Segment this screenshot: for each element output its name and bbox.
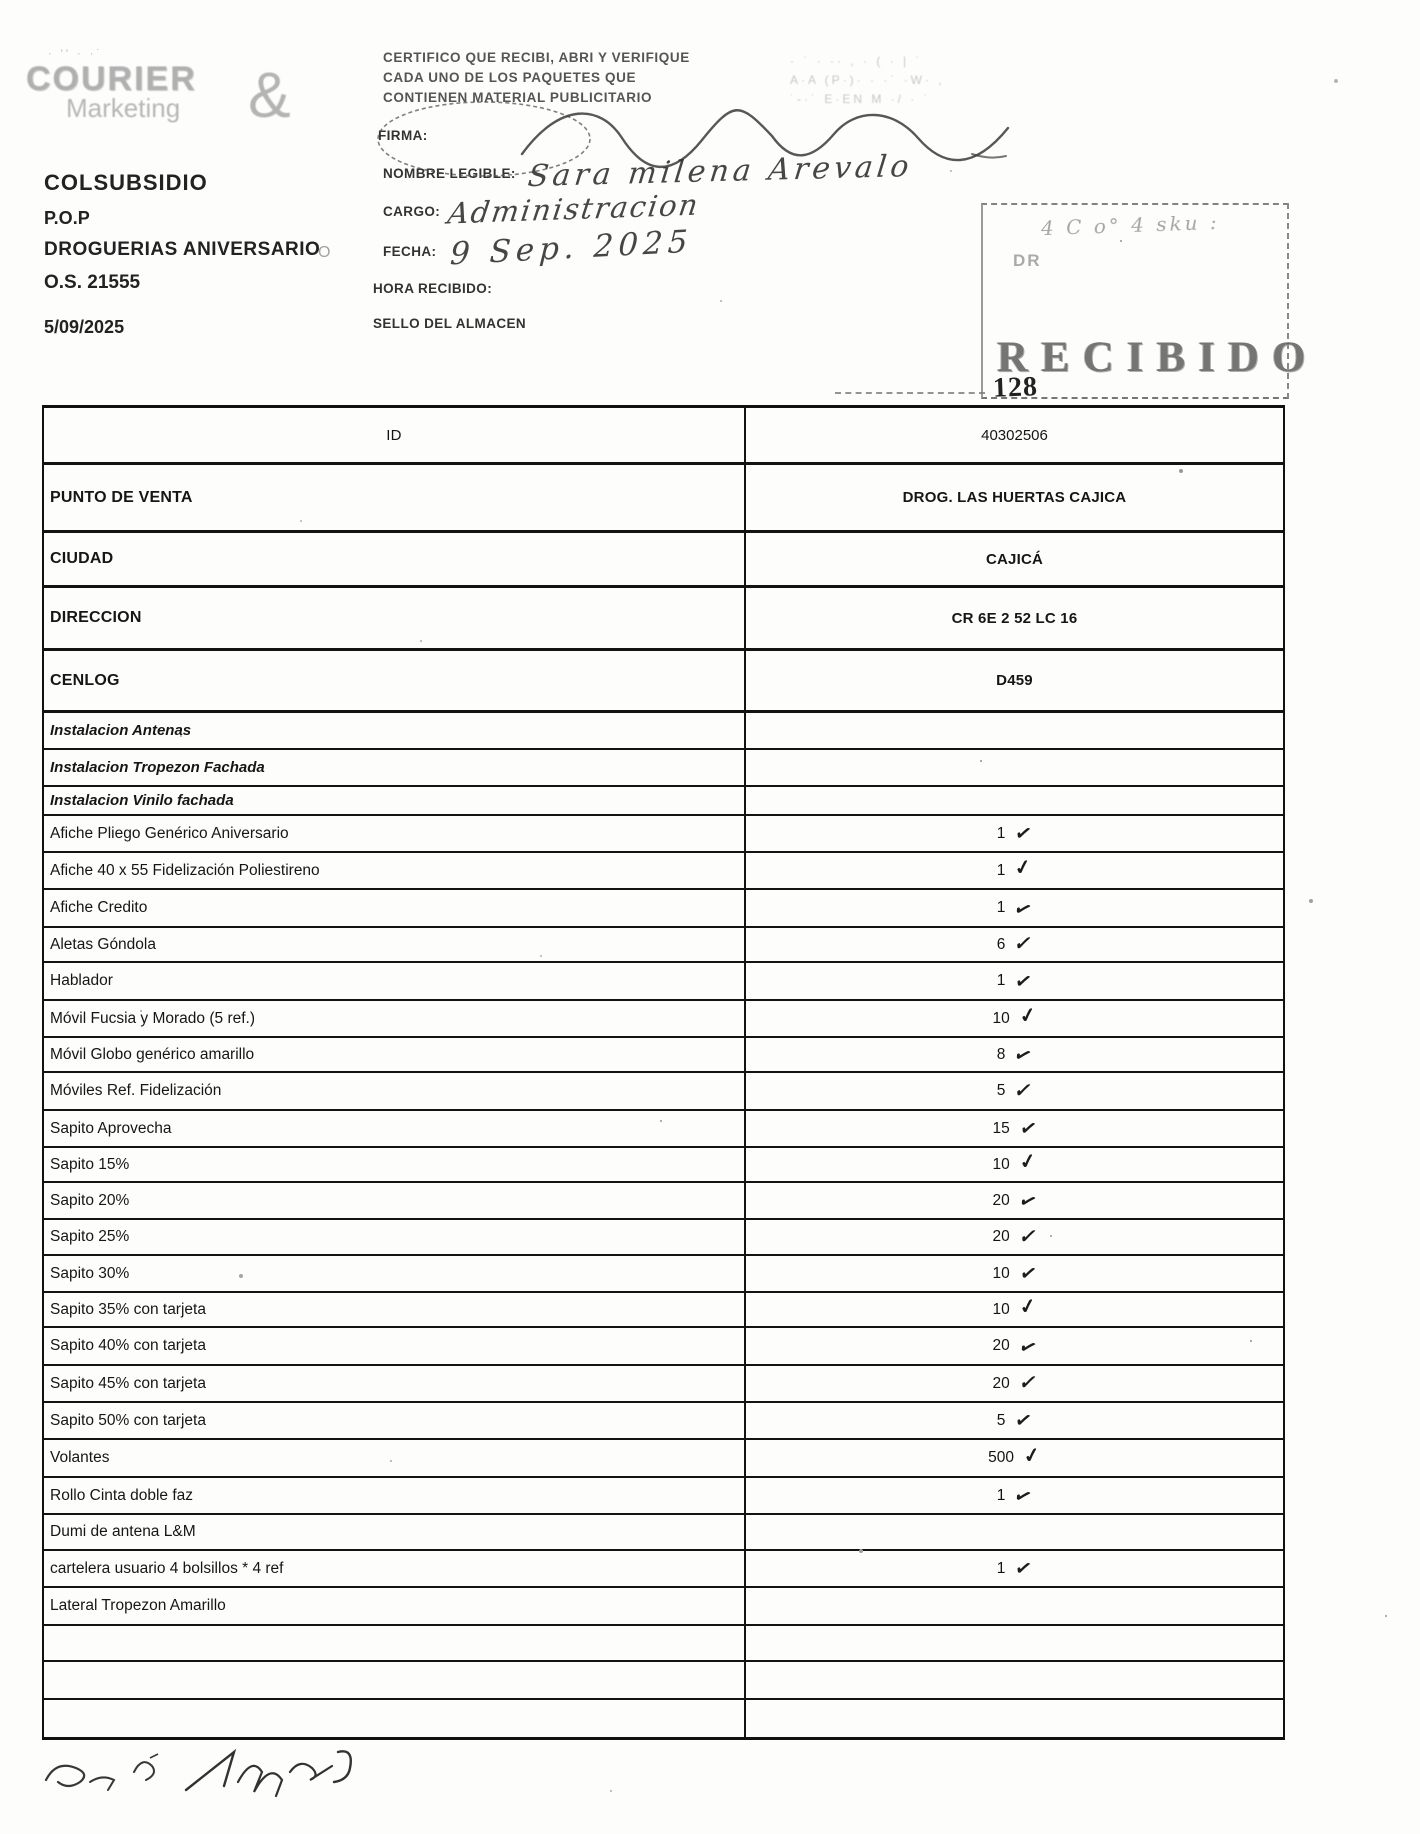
quantity-value: 10: [992, 1264, 1010, 1282]
faint-right-text: [790, 52, 1210, 109]
row-label-cell: [44, 1256, 746, 1291]
quantity-value: 20: [992, 1374, 1010, 1392]
row-label: Afiche Credito: [50, 899, 148, 916]
checkmark-icon: ✓: [1012, 1079, 1035, 1102]
checkmark-icon: ✓: [1013, 855, 1034, 881]
row-label: CIUDAD: [50, 550, 114, 567]
table-row: [44, 1588, 1283, 1626]
quantity-value: 500: [988, 1449, 1015, 1466]
quantity-value: 10: [992, 1300, 1010, 1318]
row-label: CENLOG: [50, 671, 120, 689]
nombre-legible-label: NOMBRE LEGIBLE:: [383, 166, 516, 181]
table-row: [44, 533, 1283, 588]
table-row: [44, 588, 1283, 651]
row-label: Sapito 45% con tarjeta: [50, 1374, 206, 1392]
row-label: Dumi de antena L&M: [50, 1523, 196, 1540]
table-row: [44, 890, 1283, 928]
row-value-cell: [746, 465, 1283, 530]
row-label-cell: [44, 1038, 746, 1071]
table-row: [44, 408, 1283, 465]
logo-subtitle: Marketing: [66, 93, 181, 123]
row-value-cell: [746, 853, 1283, 888]
row-value-cell: [746, 1220, 1283, 1254]
table-row: [44, 1403, 1283, 1440]
row-value-cell: [746, 787, 1283, 814]
table-row: [44, 465, 1283, 533]
checkmark-icon: ✓: [1017, 1294, 1038, 1320]
row-value-cell: [746, 928, 1283, 961]
row-label-cell: [44, 1515, 746, 1549]
quantity-value: 1: [996, 899, 1006, 916]
table-row: [44, 787, 1283, 816]
quantity-value: 20: [992, 1228, 1010, 1245]
row-label: Lateral Tropezon Amarillo: [50, 1597, 226, 1614]
table-row: [44, 1662, 1283, 1700]
row-value-cell: [746, 1293, 1283, 1326]
table-row: [44, 1366, 1283, 1403]
courier-logo: [26, 48, 326, 131]
row-value-cell: [746, 1111, 1283, 1146]
quantity-value: 1: [996, 824, 1006, 842]
pop-label: P.O.P: [44, 208, 90, 228]
checkmark-icon: ✓: [1013, 821, 1035, 847]
checkmark-icon: ✓: [1012, 932, 1035, 956]
quantity-value: 8: [996, 1045, 1006, 1063]
quantity-value: 15: [992, 1119, 1010, 1137]
table-row: [44, 1626, 1283, 1662]
row-label-cell: [44, 963, 746, 999]
table-row: [44, 1148, 1283, 1183]
quantity-value: 1: [996, 1559, 1006, 1577]
row-label-cell: [44, 1111, 746, 1146]
quantity-value: 1: [996, 861, 1006, 879]
row-label-cell: [44, 1220, 746, 1254]
stray-mark: O: [318, 244, 331, 261]
table-row: [44, 1515, 1283, 1551]
row-label-cell: [44, 1440, 746, 1476]
row-value-cell: [746, 1366, 1283, 1401]
row-label: Hablador: [50, 972, 113, 989]
quantity-value: 5: [996, 1082, 1006, 1099]
row-label-cell: [44, 408, 746, 462]
fecha-label: FECHA:: [383, 244, 437, 259]
logo-fragment: · '' · ·˙: [48, 48, 104, 60]
row-label-cell: [44, 1366, 746, 1401]
quantity-value: 1: [996, 1486, 1006, 1504]
quantity-value: 10: [992, 1009, 1010, 1027]
checkmark-icon: ✓: [1013, 968, 1035, 994]
table-row: [44, 651, 1283, 713]
stamp-handwritten-note: 4 C o° 4 sku :: [1040, 209, 1220, 241]
company-name: COLSUBSIDIO: [44, 170, 208, 195]
row-label: ID: [386, 426, 402, 444]
row-value: CR 6E 2 52 LC 16: [951, 609, 1078, 627]
row-label-cell: [44, 1588, 746, 1624]
row-label: Sapito Aprovecha: [50, 1119, 172, 1137]
recibido-stamp-text: RECIBIDO: [997, 334, 1319, 381]
row-label: PUNTO DE VENTA: [50, 488, 193, 506]
checkmark-icon: ✓: [1011, 1483, 1036, 1511]
stamp-dr-text: DR: [1013, 251, 1042, 270]
fecha-handwritten-value: 9 Sep. 2025: [449, 223, 694, 273]
recibido-stamp-box: [981, 203, 1319, 399]
table-row: [44, 1478, 1283, 1515]
row-label-cell: [44, 928, 746, 961]
table-row: [44, 963, 1283, 1001]
row-label: Rollo Cinta doble faz: [50, 1486, 194, 1504]
row-value: 40302506: [981, 426, 1048, 444]
row-value-cell: [746, 750, 1283, 785]
row-label: Volantes: [50, 1449, 110, 1466]
row-label-cell: [44, 465, 746, 530]
row-label-cell: [44, 651, 746, 710]
row-label-cell: [44, 1001, 746, 1036]
pop-table: [42, 405, 1285, 1740]
row-label-cell: [44, 1073, 746, 1109]
row-value-cell: [746, 816, 1283, 851]
checkmark-icon: ✓: [1015, 1188, 1040, 1216]
checkmark-icon: ✓: [1011, 895, 1036, 923]
table-row: [44, 816, 1283, 853]
row-label-cell: [44, 890, 746, 926]
table-row: [44, 1073, 1283, 1111]
cargo-label: CARGO:: [383, 204, 441, 219]
table-row: [44, 1293, 1283, 1328]
handwritten-scribble: [38, 1742, 368, 1802]
row-label: Sapito 35% con tarjeta: [50, 1300, 206, 1318]
row-value-cell: [746, 1626, 1283, 1660]
row-value-cell: [746, 1700, 1283, 1737]
table-row: [44, 1111, 1283, 1148]
quantity-value: 20: [992, 1337, 1010, 1354]
row-label: Instalacion Vinilo fachada: [50, 792, 234, 809]
campaign-name: DROGUERIAS ANIVERSARIO: [44, 239, 321, 260]
row-label: Sapito 25%: [50, 1228, 130, 1245]
row-label-cell: [44, 1626, 746, 1660]
row-label-cell: [44, 1148, 746, 1181]
sello-almacen-label: SELLO DEL ALMACEN: [373, 316, 527, 331]
row-value-cell: [746, 890, 1283, 926]
row-label-cell: [44, 1700, 746, 1737]
row-value-cell: [746, 1073, 1283, 1109]
order-date: 5/09/2025: [44, 317, 125, 337]
row-value-cell: [746, 1148, 1283, 1181]
row-value-cell: [746, 1551, 1283, 1586]
table-row: [44, 1551, 1283, 1588]
row-value-cell: [746, 1403, 1283, 1438]
row-label-cell: [44, 1478, 746, 1513]
row-label: cartelera usuario 4 bolsillos * 4 ref: [50, 1559, 284, 1577]
table-row: [44, 1328, 1283, 1366]
row-label: Sapito 20%: [50, 1191, 130, 1209]
quantity-value: 1: [996, 972, 1006, 989]
table-row: [44, 1038, 1283, 1073]
checkmark-icon: ✓: [1016, 1225, 1040, 1248]
certification-line: CADA UNO DE LOS PAQUETES QUE: [383, 70, 637, 85]
stamp-dashed-line: [835, 392, 985, 394]
checkmark-icon: ✓: [1011, 1042, 1036, 1070]
row-value-cell: [746, 1001, 1283, 1036]
faint-text-line: A·A (P·)· · ·˙ ·W· ,: [790, 73, 945, 87]
row-value-cell: [746, 533, 1283, 585]
order-info-block: [44, 172, 320, 336]
row-label-cell: [44, 588, 746, 648]
row-label-cell: [44, 1551, 746, 1586]
checkmark-icon: ✓: [1016, 1371, 1040, 1395]
logo-ampersand-icon: &: [248, 59, 291, 131]
row-label-cell: [44, 816, 746, 851]
row-label: Sapito 15%: [50, 1155, 130, 1173]
row-value-cell: [746, 1515, 1283, 1549]
row-label-cell: [44, 1403, 746, 1438]
row-label: Aletas Góndola: [50, 935, 156, 953]
row-label: Instalacion Tropezon Fachada: [50, 759, 265, 776]
row-label-cell: [44, 787, 746, 814]
row-value-cell: [746, 1440, 1283, 1476]
row-label: Instalacion Antenas: [50, 722, 192, 739]
certification-line: CONTIENEN MATERIAL PUBLICITARIO: [383, 90, 653, 105]
quantity-value: 6: [996, 935, 1006, 953]
checkmark-icon: ✓: [1021, 1443, 1043, 1468]
table-row: [44, 1440, 1283, 1478]
row-value: CAJICÁ: [985, 550, 1044, 568]
row-value: DROG. LAS HUERTAS CAJICA: [902, 489, 1127, 506]
quantity-value: 20: [992, 1191, 1010, 1209]
row-value: D459: [996, 672, 1033, 689]
row-label: Sapito 30%: [50, 1264, 130, 1282]
row-label-cell: [44, 1662, 746, 1698]
table-row: [44, 928, 1283, 963]
row-value-cell: [746, 588, 1283, 648]
row-label: DIRECCION: [50, 609, 142, 626]
row-label: Móviles Ref. Fidelización: [50, 1082, 222, 1099]
row-value-cell: [746, 1478, 1283, 1513]
table-row: [44, 1183, 1283, 1220]
table-row: [44, 713, 1283, 750]
row-value-cell: [746, 1038, 1283, 1071]
row-value-cell: [746, 651, 1283, 710]
row-label-cell: [44, 533, 746, 585]
row-label-cell: [44, 750, 746, 785]
row-value-cell: [746, 1588, 1283, 1624]
page-stamp-number: 128: [992, 371, 1039, 404]
checkmark-icon: ✓: [1015, 1333, 1040, 1361]
table-row: [44, 1700, 1283, 1737]
row-value-cell: [746, 963, 1283, 999]
row-label: Móvil Fucsia y Morado (5 ref.): [50, 1009, 255, 1027]
row-value-cell: [746, 713, 1283, 748]
row-value-cell: [746, 1256, 1283, 1291]
table-row: [44, 1001, 1283, 1038]
checkmark-icon: ✓: [1017, 1261, 1039, 1287]
firma-label: FIRMA:: [378, 128, 428, 143]
table-row: [44, 1256, 1283, 1293]
row-label-cell: [44, 1328, 746, 1364]
row-label: Afiche 40 x 55 Fidelización Poliestireno: [50, 861, 320, 879]
faint-text-line: · ˙ · ·· , · ( · | ˙: [790, 54, 923, 68]
table-row: [44, 1220, 1283, 1256]
nombre-handwritten-value: Sara milena Arevalo: [526, 148, 915, 195]
row-value-cell: [746, 1328, 1283, 1364]
checkmark-icon: ✓: [1017, 1003, 1038, 1029]
checkmark-icon: ✓: [1013, 1556, 1035, 1582]
checkmark-icon: ✓: [1017, 1116, 1039, 1142]
row-label-cell: [44, 853, 746, 888]
table-row: [44, 853, 1283, 890]
row-label: Móvil Globo genérico amarillo: [50, 1045, 255, 1063]
quantity-value: 5: [996, 1411, 1006, 1429]
row-label-cell: [44, 1183, 746, 1218]
order-number: O.S. 21555: [44, 272, 141, 293]
row-label-cell: [44, 1293, 746, 1326]
row-value-cell: [746, 408, 1283, 462]
logo-name: COURIER: [26, 60, 197, 98]
table-row: [44, 750, 1283, 787]
faint-text-line: ˙-·˙ E·EN M ·/ · ˙: [790, 92, 931, 106]
row-label: Sapito 40% con tarjeta: [50, 1337, 206, 1354]
quantity-value: 10: [992, 1155, 1010, 1173]
cargo-handwritten-value: Administracion: [445, 187, 702, 231]
row-value-cell: [746, 1183, 1283, 1218]
certification-line: CERTIFICO QUE RECIBI, ABRI Y VERIFIQUE: [383, 50, 690, 65]
row-label: Sapito 50% con tarjeta: [50, 1411, 206, 1429]
row-label-cell: [44, 713, 746, 748]
row-value-cell: [746, 1662, 1283, 1698]
checkmark-icon: ✓: [1017, 1149, 1038, 1175]
checkmark-icon: ✓: [1013, 1408, 1035, 1434]
row-label: Afiche Pliego Genérico Aniversario: [50, 824, 289, 842]
hora-recibido-label: HORA RECIBIDO:: [373, 281, 493, 296]
